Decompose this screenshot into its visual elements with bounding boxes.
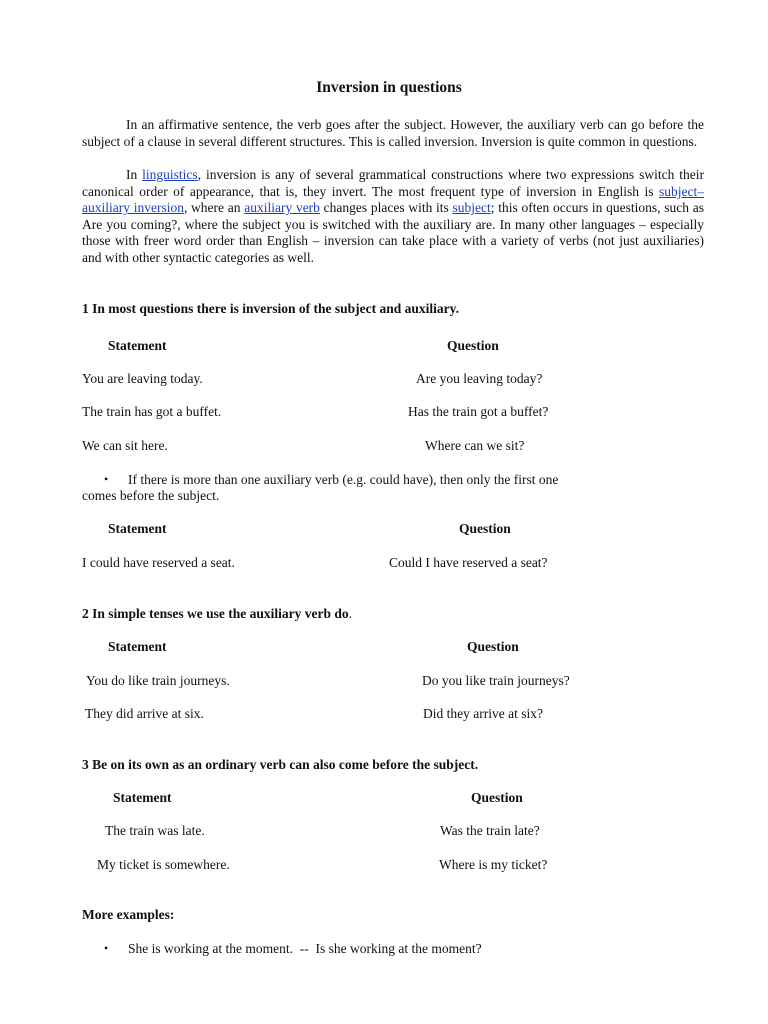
- statement-text: They did arrive at six.: [85, 706, 204, 721]
- statement-header: Statement: [108, 639, 167, 654]
- statement-header: Statement: [108, 338, 167, 353]
- question-text: Did they arrive at six?: [423, 706, 543, 721]
- section-1-heading: 1 In most questions there is inversion of the subject and auxiliary.: [82, 301, 460, 316]
- bullet-text-line-2: comes before the subject.: [82, 488, 220, 503]
- question-text: Are you leaving today?: [416, 371, 543, 386]
- link-auxiliary-verb[interactable]: auxiliary verb: [244, 200, 320, 216]
- example-item: She is working at the moment. -- Is she working at the moment?: [128, 941, 482, 956]
- question-text: Where can we sit?: [425, 438, 525, 453]
- link-subject-auxiliary-inversion[interactable]: subject–auxiliary inversion: [82, 183, 704, 216]
- more-examples-heading: More examples:: [82, 907, 175, 922]
- section-2-heading: 2 In simple tenses we use the auxiliary verb do.: [82, 606, 352, 621]
- page-title: Inversion in questions: [316, 79, 462, 96]
- bullet-icon: •: [104, 941, 109, 955]
- statement-text: You are leaving today.: [82, 371, 203, 386]
- statement-header: Statement: [113, 790, 172, 805]
- question-text: Could I have reserved a seat?: [389, 555, 548, 570]
- statement-header: Statement: [108, 521, 167, 536]
- question-text: Was the train late?: [440, 823, 540, 838]
- section-3-heading: 3 Be on its own as an ordinary verb can also come before the subject.: [82, 757, 479, 772]
- link-linguistics[interactable]: linguistics: [142, 167, 198, 182]
- question-header: Question: [471, 790, 523, 805]
- intro-paragraph-1: In an affirmative sentence, the verb goes after the subject. However, the auxiliary verb can go before the subject of a clause in several different structures. This is called inversion. Inversion is quite common in questions.: [82, 117, 704, 149]
- bullet-text-line-1: If there is more than one auxiliary verb (e.g. could have), then only the first one: [128, 472, 559, 487]
- link-subject[interactable]: subject: [452, 200, 491, 216]
- intro-paragraph-2: In linguistics, inversion is any of several grammatical constructions where two expressions switch their canonical order of appearance, that is, they invert. The most frequent type of inversion in English is subject–auxiliary inversion, where an auxiliary verb changes places with its subject; this often occurs in questions, such as Are you coming?, where the subject you is switched with the auxiliary are. In many other languages – especially those with freer word order than English – inversion can take place with a variety of verbs (not just auxiliaries) and with other syntactic categories as well.: [82, 167, 704, 265]
- question-header: Question: [459, 521, 511, 536]
- question-header: Question: [467, 639, 519, 654]
- statement-text: My ticket is somewhere.: [97, 857, 230, 872]
- statement-text: I could have reserved a seat.: [82, 555, 235, 570]
- statement-text: The train has got a buffet.: [82, 404, 222, 419]
- question-header: Question: [447, 338, 499, 353]
- bullet-icon: •: [104, 472, 109, 486]
- question-text: Do you like train journeys?: [422, 673, 570, 688]
- statement-text: We can sit here.: [82, 438, 168, 453]
- statement-text: The train was late.: [105, 823, 205, 838]
- question-text: Has the train got a buffet?: [408, 404, 549, 419]
- statement-text: You do like train journeys.: [86, 673, 230, 688]
- question-text: Where is my ticket?: [439, 857, 548, 872]
